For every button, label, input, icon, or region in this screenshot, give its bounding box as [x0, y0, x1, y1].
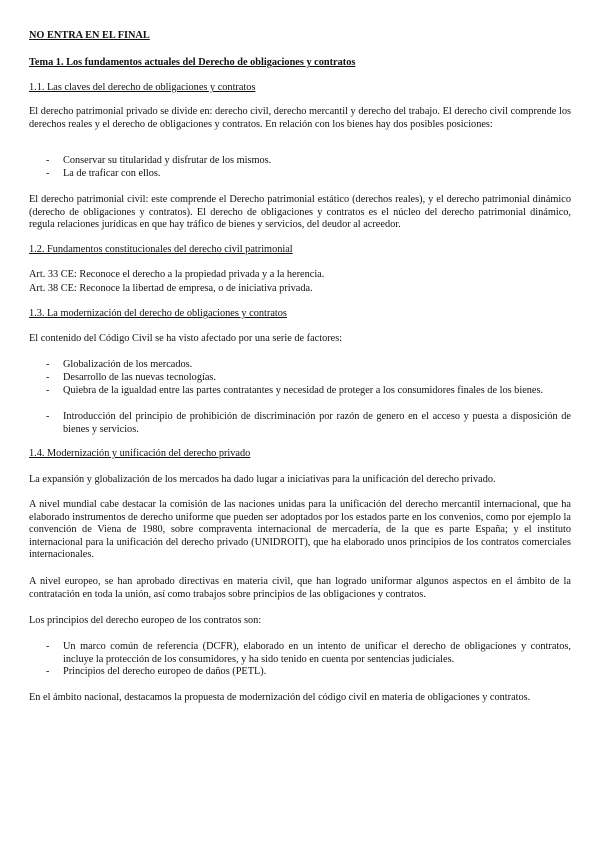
article-line: Art. 38 CE: Reconoce la libertad de empresa, o de iniciativa privada.: [29, 283, 313, 294]
paragraph: A nivel mundial cabe destacar la comisión de las naciones unidas para la unificación del derecho mercantil internacional, que ha elaborado instrumentos de derecho uniforme que pueden ser adoptados por los estados parte en los convenios, como por ejemplo la convención de Viena de 1980, sobre compraventa internacional de mercadería, de la que es parte España; y el instituto internacional para la unificación del derecho privado (UNIDROIT), que ha elaborado unos principios de los contratos comerciales internacionales.: [29, 499, 571, 560]
list-item-text: Conservar su titularidad y disfrutar de los mismos.: [63, 155, 272, 166]
list-item: - Un marco común de referencia (DCFR), elaborado en un intento de unificar el derecho de obligaciones y contratos, incluye la protección de los consumidores, y ha sido tenido en cuenta por sentencias judiciales.: [46, 641, 571, 665]
paragraph: A nivel europeo, se han aprobado directivas en materia civil, que han logrado uniformar algunos aspectos en el ámbito de la contratación en toda la unión, así como trabajos sobre principios de las obligaciones y contratos.: [29, 576, 571, 600]
paragraph: El derecho patrimonial privado se divide en: derecho civil, derecho mercantil y derecho del trabajo. El derecho civil comprende los derechos reales y el derecho de obligaciones y contratos. En relación con los bienes hay dos posibles posiciones:: [29, 106, 571, 130]
paragraph: Los principios del derecho europeo de los contratos son:: [29, 615, 262, 626]
section-heading-1-2: 1.2. Fundamentos constitucionales del derecho civil patrimonial: [29, 244, 293, 255]
section-heading-1-1: 1.1. Las claves del derecho de obligaciones y contratos: [29, 82, 256, 93]
list-item-text: Introducción del principio de prohibición de discriminación por razón de genero en el acceso y puesta a disposición de bienes y servicios.: [63, 411, 571, 435]
tema-title: Tema 1. Los fundamentos actuales del Derecho de obligaciones y contratos: [29, 57, 356, 68]
list-item: - La de traficar con ellos.: [29, 168, 571, 181]
paragraph: El contenido del Código Civil se ha visto afectado por una serie de factores:: [29, 333, 343, 344]
list-item-text: Principios del derecho europeo de daños (PETL).: [63, 666, 267, 677]
list-item: - Globalización de los mercados.: [29, 359, 571, 372]
article-line: Art. 33 CE: Reconoce el derecho a la propiedad privada y a la herencia.: [29, 269, 325, 280]
list-item: - Desarrollo de las nuevas tecnologías.: [29, 372, 571, 385]
list-item: - Quiebra de la igualdad entre las partes contratantes y necesidad de proteger a los consumidores finales de los bienes.: [29, 385, 571, 398]
list-item-text: Quiebra de la igualdad entre las partes contratantes y necesidad de proteger a los consumidores finales de los bienes.: [63, 385, 544, 396]
list-item: - Conservar su titularidad y disfrutar de los mismos.: [29, 155, 571, 168]
paragraph: La expansión y globalización de los mercados ha dado lugar a iniciativas para la unificación del derecho privado.: [29, 474, 496, 485]
section-heading-1-4: 1.4. Modernización y unificación del derecho privado: [29, 448, 251, 459]
paragraph: El derecho patrimonial civil: este comprende el Derecho patrimonial estático (derechos reales), y el derecho patrimonial dinámico (derecho de obligaciones y contratos). El derecho de obligaciones y contratos es el núcleo del derecho patrimonial dinámico, regula relaciones jurídicas en que hay tráfico de bienes y servicios, del deudor al acreedor.: [29, 194, 571, 230]
list-item-text: La de traficar con ellos.: [63, 168, 161, 179]
list-item-text: Un marco común de referencia (DCFR), elaborado en un intento de unificar el derecho de obligaciones y contratos, incluye la protección de los consumidores, y ha sido tenido en cuenta por sentencias judiciales.: [63, 641, 571, 665]
list-item: - Principios del derecho europeo de daños (PETL).: [29, 666, 571, 679]
list-item-text: Desarrollo de las nuevas tecnologías.: [63, 372, 216, 383]
list-item: - Introducción del principio de prohibición de discriminación por razón de genero en el acceso y puesta a disposición de bienes y servicios.: [46, 411, 571, 435]
list-item-text: Globalización de los mercados.: [63, 359, 193, 370]
exam-note: NO ENTRA EN EL FINAL: [29, 30, 150, 41]
section-heading-1-3: 1.3. La modernización del derecho de obligaciones y contratos: [29, 308, 287, 319]
paragraph: En el ámbito nacional, destacamos la propuesta de modernización del código civil en materia de obligaciones y contratos.: [29, 692, 531, 703]
